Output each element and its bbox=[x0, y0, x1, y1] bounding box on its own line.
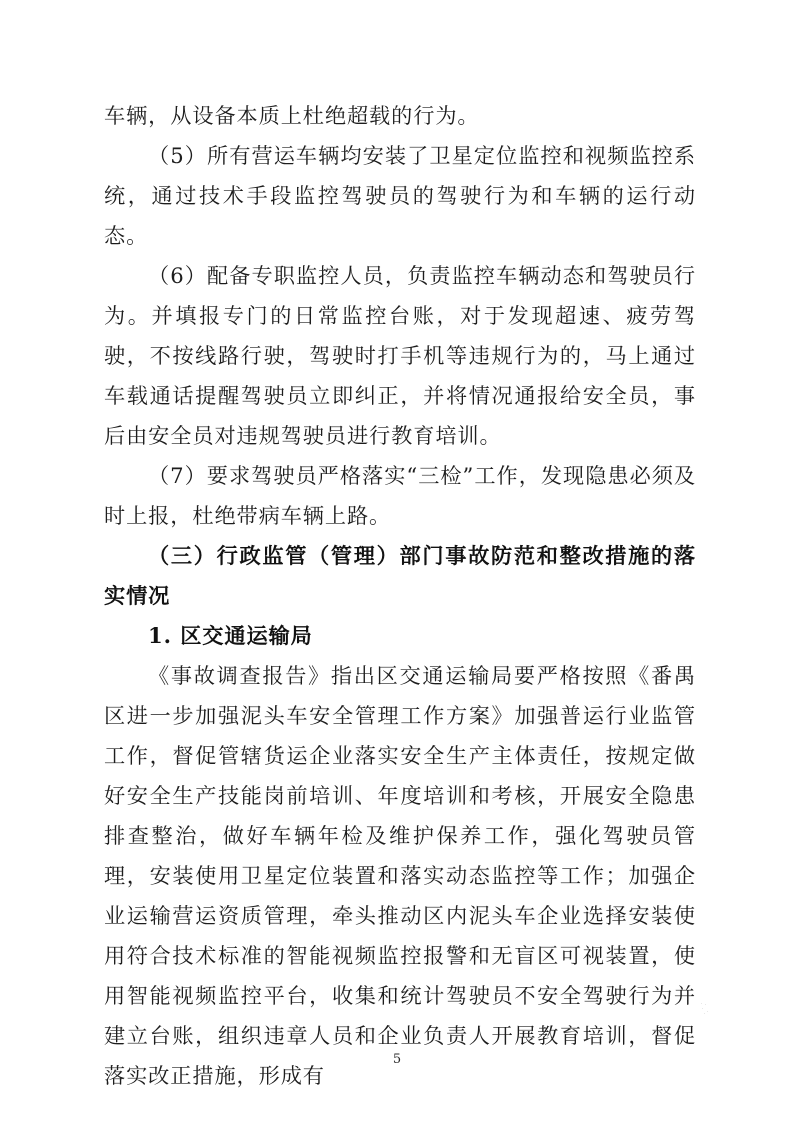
section-heading-three: （三）行政监管（管理）部门事故防范和整改措施的落实情况 bbox=[104, 543, 696, 608]
paragraph-item-5: （5）所有营运车辆均安装了卫星定位监控和视频监控系统，通过技术手段监控驾驶员的驾驶行为和车辆的运行动态。 bbox=[104, 143, 696, 248]
page-number: 5 bbox=[392, 1052, 402, 1067]
paragraph-item-6: （6）配备专职监控人员，负责监控车辆动态和驾驶员行为。并填报专门的日常监控台账，对于发现超速、疲劳驾驶，不按线路行驶，驾驶时打手机等违规行为的，马上通过车载通话提醒驾驶员立即纠正，并将情况通报给安全员，事后由安全员对违规驾驶员进行教育培训。 bbox=[104, 263, 696, 448]
document-text-column bbox=[104, 96, 696, 1096]
paragraph-item-7: （7）要求驾驶员严格落实“三检”工作，发现隐患必须及时上报，杜绝带病车辆上路。 bbox=[104, 463, 696, 528]
scan-artifact bbox=[701, 1003, 711, 1015]
paragraph-transport-bureau-body: 《事故调查报告》指出区交通运输局要严格按照《番禺区进一步加强泥头车安全管理工作方案》加强普运行业监管工作，督促管辖货运企业落实安全生产主体责任，按规定做好安全生产技能岗前培训、年度培训和考核，开展安全隐患排查整治，做好车辆年检及维护保养工作，强化驾驶员管理，安装使用卫星定位装置和落实动态监控等工作；加强企业运输营运资质管理，牵头推动区内泥头车企业选择安装使用符合技术标准的智能视频监控报警和无盲区可视装置，使用智能视频监控平台，收集和统计驾驶员不安全驾驶行为并建立台账，组织违章人员和企业负责人开展教育培训，督促落实改正措施，形成有 bbox=[104, 663, 696, 1088]
sub-heading-transport-bureau: 1. 区交通运输局 bbox=[148, 623, 313, 648]
paragraph-continuation: 车辆，从设备本质上杜绝超载的行为。 bbox=[104, 103, 480, 128]
